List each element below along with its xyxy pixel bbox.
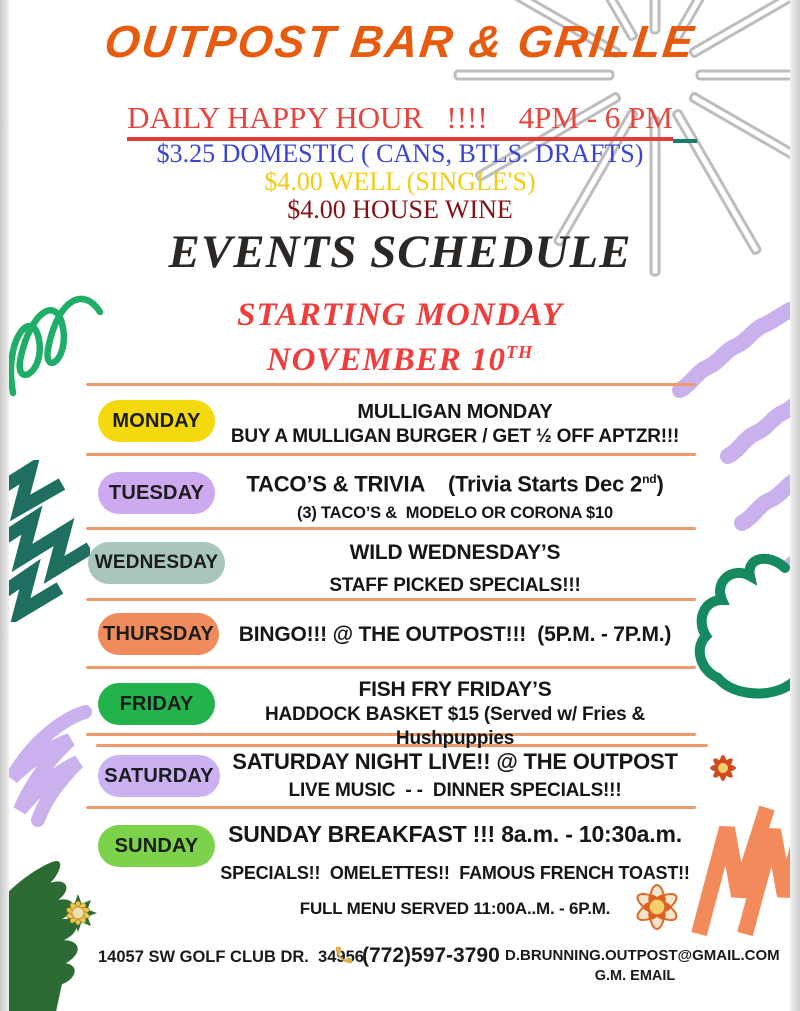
event-subtitle: LIVE MUSIC - - DINNER SPECIALS!!! <box>288 780 622 801</box>
page-title: OUTPOST BAR & GRILLE <box>101 16 699 67</box>
event-title: SATURDAY NIGHT LIVE!! @ THE OUTPOST <box>232 749 678 774</box>
event-subtitle: BUY A MULLIGAN BURGER / GET ½ OFF APTZR!!! <box>230 426 680 447</box>
event-tuesday <box>212 466 698 525</box>
event-title: BINGO!!! @ THE OUTPOST!!! (5P.M. - 7P.M.) <box>238 623 672 646</box>
day-pill-monday: MONDAY <box>98 400 215 442</box>
divider-line <box>86 527 696 530</box>
event-sunday <box>212 821 698 921</box>
day-pill-friday: FRIDAY <box>98 683 215 725</box>
phone-icon <box>333 944 355 966</box>
happy-hour-headline <box>0 100 800 141</box>
happy-hour-text: DAILY HAPPY HOUR !!!! 4PM - 6 PM <box>127 100 673 135</box>
divider-line <box>86 666 696 669</box>
event-subtitle: SPECIALS!! OMELETTES!! FAMOUS FRENCH TOAST!! <box>220 863 690 883</box>
page-edge-right <box>790 0 800 1011</box>
address-text: 14057 SW GOLF CLUB DR. 34956 <box>98 948 364 966</box>
event-subtitle: HADDOCK BASKET $15 (Served w/ Fries & Hushpuppies <box>264 704 646 749</box>
email-block <box>505 947 780 984</box>
event-subtitle: (3) TACO’S & MODELO OR CORONA $10 <box>297 504 613 523</box>
page-edge-left <box>0 0 9 1011</box>
day-pill-sunday: SUNDAY <box>98 825 215 867</box>
event-title: TACO’S & TRIVIA (Trivia Starts Dec 2nd) <box>246 471 664 497</box>
event-thursday <box>212 622 698 648</box>
event-title: MULLIGAN MONDAY <box>357 401 553 423</box>
divider-line <box>86 598 696 601</box>
event-title: WILD WEDNESDAY’S <box>349 541 561 564</box>
event-wednesday <box>212 540 698 598</box>
day-pill-tuesday: TUESDAY <box>98 472 215 514</box>
starting-line2: NOVEMBER 10TH <box>266 342 534 378</box>
happy-hour-domestic: $3.25 DOMESTIC ( CANS, BTLS. DRAFTS) <box>156 139 644 168</box>
divider-line <box>86 806 696 809</box>
starting-date <box>0 297 800 379</box>
event-subtitle2: FULL MENU SERVED 11:00A..M. - 6P.M. <box>299 899 611 918</box>
event-title: FISH FRY FRIDAY’S <box>358 678 552 701</box>
event-title: SUNDAY BREAKFAST !!! 8a.m. - 10:30a.m. <box>228 821 682 847</box>
starting-line1: STARTING MONDAY <box>237 297 563 333</box>
divider-line <box>86 453 696 456</box>
day-pill-wednesday: WEDNESDAY <box>88 542 225 584</box>
event-friday <box>205 677 705 751</box>
happy-hour-wine: $4.00 HOUSE WINE <box>287 195 513 224</box>
happy-hour-well: $4.00 WELL (SINGLE'S) <box>264 167 536 196</box>
email-label: G.M. EMAIL <box>594 968 676 984</box>
event-monday <box>212 399 698 449</box>
event-subtitle: STAFF PICKED SPECIALS!!! <box>329 575 581 596</box>
phone-number: (772)597-3790 <box>362 944 500 967</box>
event-saturday <box>212 749 698 803</box>
email-text: D.BRUNNING.OUTPOST@GMAIL.COM <box>505 947 780 964</box>
day-pill-thursday: THURSDAY <box>98 613 219 655</box>
day-pill-saturday: SATURDAY <box>98 755 220 797</box>
events-schedule-heading: EVENTS SCHEDULE <box>168 226 632 278</box>
divider-line <box>86 383 696 386</box>
